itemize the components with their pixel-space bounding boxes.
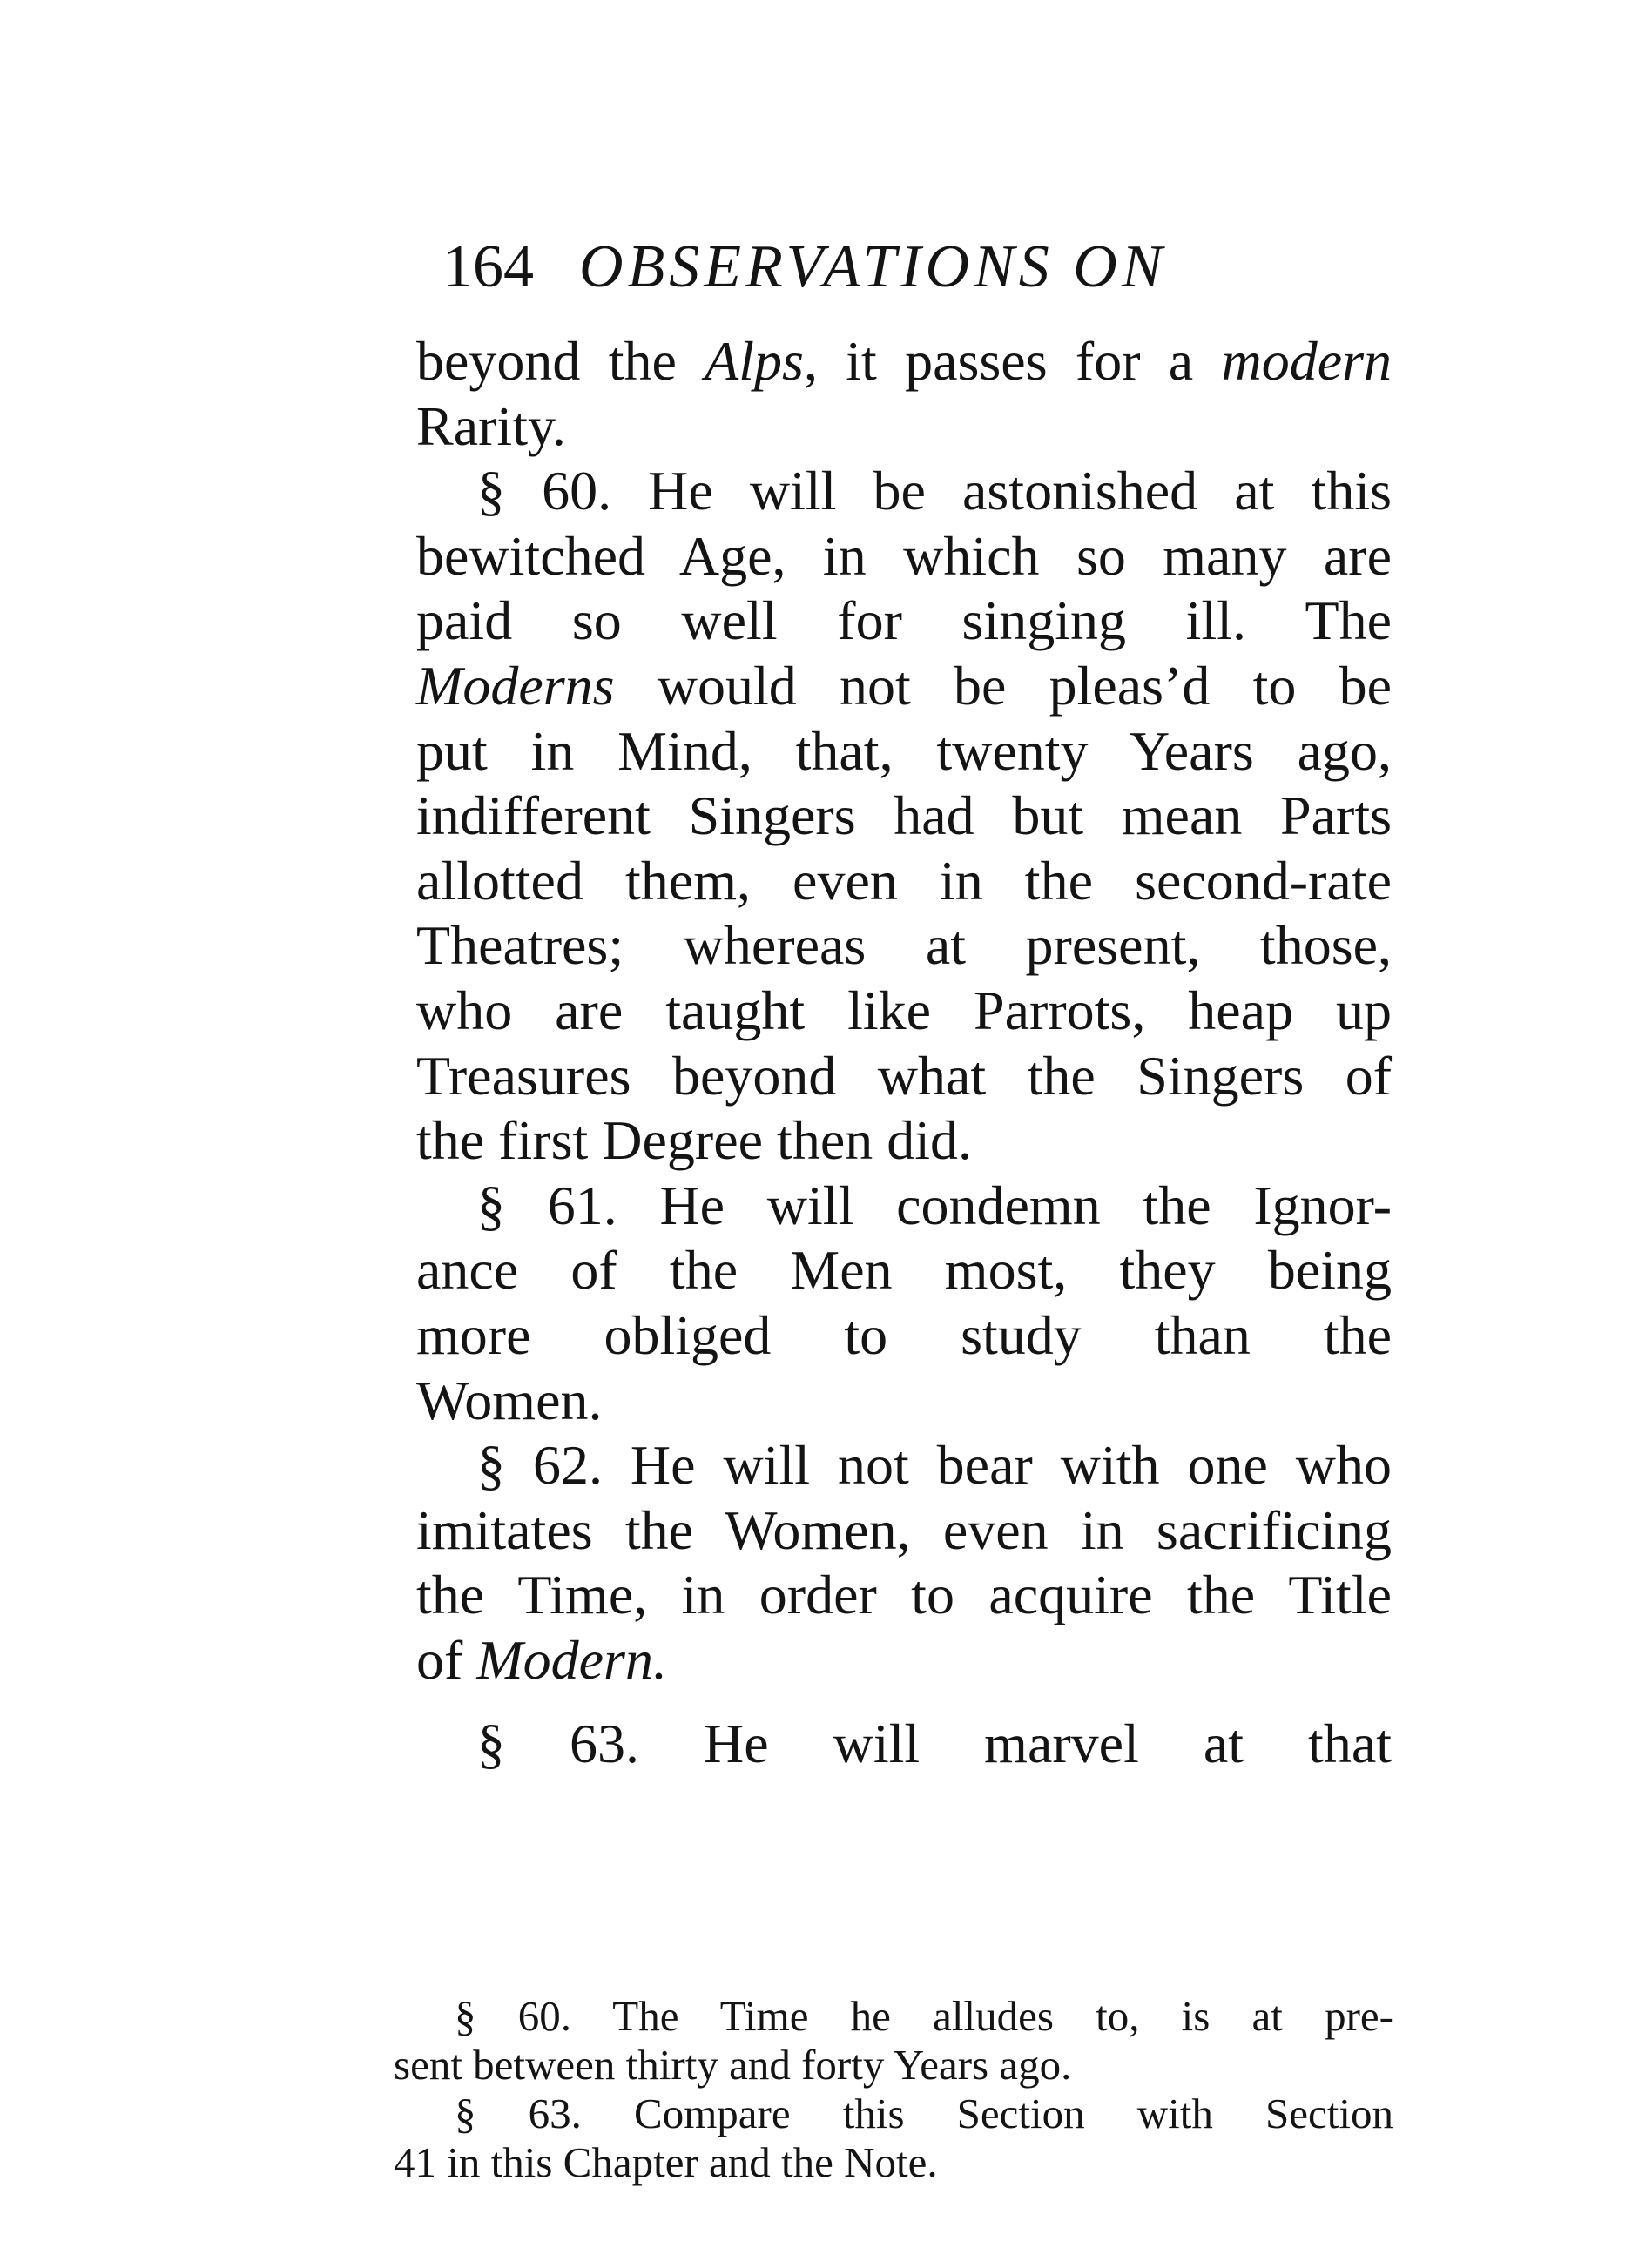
section-61-start: § 61. He will condemn the Ignor- xyxy=(477,1174,1392,1236)
footnotes xyxy=(394,1992,1393,2187)
text-line: who are taught like Parrots, heap up xyxy=(416,979,1392,1041)
text-line xyxy=(416,329,1392,394)
italic-term: Modern. xyxy=(476,1628,667,1691)
italic-term: Moderns xyxy=(416,654,615,717)
section-60-start: § 60. He will be astonished at this xyxy=(477,460,1392,522)
text-span: would not be pleas’d to be xyxy=(614,654,1392,717)
text-line xyxy=(416,1628,1392,1693)
text-span: of xyxy=(416,1628,477,1691)
running-head xyxy=(442,228,1167,306)
running-title: OBSERVATIONS ON xyxy=(579,233,1167,300)
text-line: the first Degree then did. xyxy=(416,1109,972,1172)
text-line: indifferent Singers had but mean Parts xyxy=(416,784,1392,847)
body-text xyxy=(416,329,1392,1777)
italic-term: Alps xyxy=(705,330,804,392)
text-line: put in Mind, that, twenty Years ago, xyxy=(416,719,1392,782)
text-span: , it passes for a xyxy=(803,330,1222,392)
text-line: Theatres; whereas at present, those, xyxy=(416,914,1392,977)
text-line xyxy=(416,654,1392,719)
footnote-60: § 60. The Time he alludes to, is at pre- xyxy=(455,1992,1393,2040)
text-line: imitates the Women, even in sacrificing xyxy=(416,1498,1392,1561)
text-line: the Time, in order to acquire the Title xyxy=(416,1564,1392,1626)
text-line: more obliged to study than the xyxy=(416,1303,1392,1366)
page-number: 164 xyxy=(442,233,534,300)
italic-term: modern xyxy=(1221,330,1392,392)
text-line: Treasures beyond what the Singers of xyxy=(416,1044,1392,1107)
footnote-line: sent between thirty and forty Years ago. xyxy=(394,2041,1072,2089)
section-62-start: § 62. He will not bear with one who xyxy=(477,1434,1392,1497)
text-line: paid so well for singing ill. The xyxy=(416,589,1392,652)
text-line: Women. xyxy=(416,1369,603,1431)
text-span: beyond the xyxy=(416,330,705,392)
section-63-start: § 63. He will marvel at that xyxy=(477,1713,1392,1775)
text-line: ance of the Men most, they being xyxy=(416,1239,1392,1302)
footnote-line: 41 in this Chapter and the Note. xyxy=(394,2138,938,2186)
text-line: bewitched Age, in which so many are xyxy=(416,524,1392,587)
text-line: allotted them, even in the second-rate xyxy=(416,849,1392,912)
footnote-63: § 63. Compare this Section with Section xyxy=(455,2090,1393,2137)
text-line: Rarity. xyxy=(416,394,566,457)
